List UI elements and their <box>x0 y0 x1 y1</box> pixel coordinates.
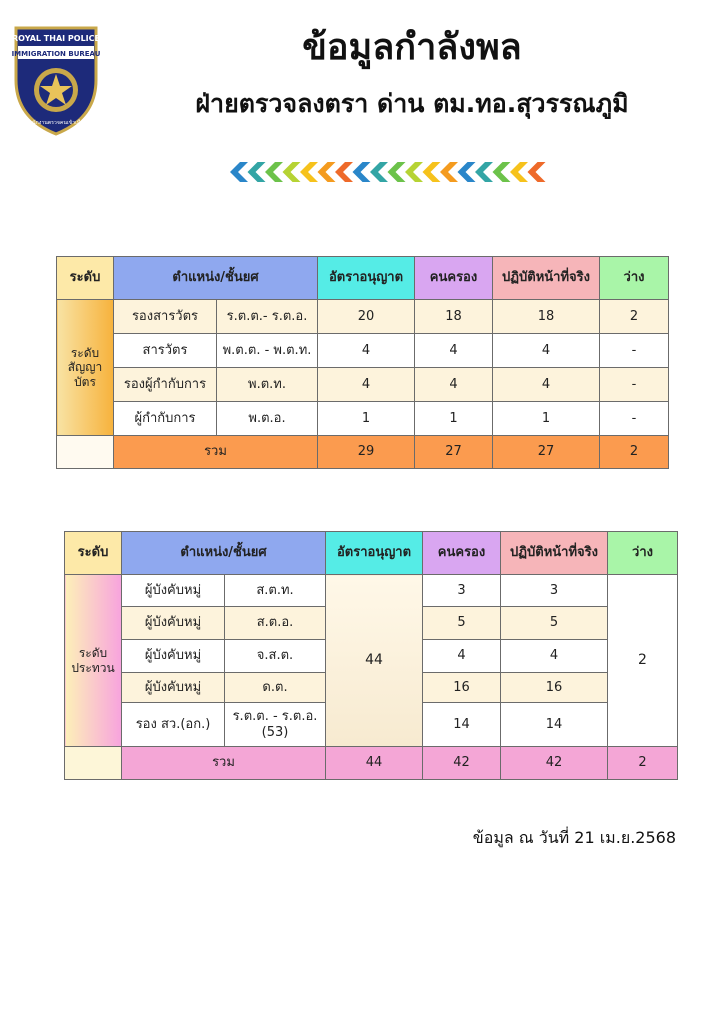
chevron-shape <box>475 162 493 182</box>
occupied-cell: 1 <box>415 402 493 436</box>
chevron-shape <box>458 162 476 182</box>
total-occupied: 42 <box>423 747 501 780</box>
occupied-cell: 16 <box>423 673 501 703</box>
data-date-note: ข้อมูล ณ วันที่ 21 เม.ย.2568 <box>472 828 676 847</box>
header-vacant: ว่าง <box>608 532 678 575</box>
occupied-cell: 5 <box>423 607 501 640</box>
total-label: รวม <box>122 747 326 780</box>
chevron-shape <box>440 162 458 182</box>
chevron-shape <box>388 162 406 182</box>
actual-cell: 3 <box>501 575 608 607</box>
total-label: รวม <box>114 436 318 469</box>
rank-cell: ร.ต.ต. - ร.ต.อ. (53) <box>225 703 326 747</box>
royal-thai-police-immigration-logo <box>12 22 100 136</box>
actual-cell: 14 <box>501 703 608 747</box>
authorized-cell: 20 <box>318 300 415 334</box>
header-occupied: คนครอง <box>423 532 501 575</box>
occupied-cell: 18 <box>415 300 493 334</box>
chevron-shape <box>283 162 301 182</box>
rank-cell: ด.ต. <box>225 673 326 703</box>
position-cell: ผู้บังคับหมู่ <box>122 607 225 640</box>
actual-cell: 1 <box>493 402 600 436</box>
chevron-shape <box>318 162 336 182</box>
level-label: ระดับ ประทวน <box>65 575 122 747</box>
header-vacant: ว่าง <box>600 257 669 300</box>
total-row <box>65 747 678 780</box>
occupied-cell: 3 <box>423 575 501 607</box>
chevron-shape <box>370 162 388 182</box>
total-row <box>57 436 669 469</box>
total-vacant: 2 <box>600 436 669 469</box>
rank-cell: จ.ส.ต. <box>225 640 326 673</box>
chevron-shape <box>300 162 318 182</box>
chevron-shape <box>510 162 528 182</box>
header-actual: ปฏิบัติหน้าที่จริง <box>493 257 600 300</box>
header-level: ระดับ <box>65 532 122 575</box>
position-cell: รอง สว.(อก.) <box>122 703 225 747</box>
logo-mid-text: IMMIGRATION BUREAU <box>12 50 100 58</box>
header-level: ระดับ <box>57 257 114 300</box>
authorized-merged-cell: 44 <box>326 575 423 747</box>
header-authorized: อัตราอนุญาต <box>318 257 415 300</box>
authorized-cell: 1 <box>318 402 415 436</box>
vacant-cell: - <box>600 402 669 436</box>
actual-cell: 4 <box>501 640 608 673</box>
total-occupied: 27 <box>415 436 493 469</box>
position-cell: ผู้บังคับหมู่ <box>122 673 225 703</box>
rank-cell: พ.ต.อ. <box>217 402 318 436</box>
chevron-shape <box>248 162 266 182</box>
total-actual: 42 <box>501 747 608 780</box>
rank-cell: ส.ต.ท. <box>225 575 326 607</box>
occupied-cell: 4 <box>415 334 493 368</box>
rank-cell: ร.ต.ต.- ร.ต.อ. <box>217 300 318 334</box>
rank-cell: ส.ต.อ. <box>225 607 326 640</box>
occupied-cell: 14 <box>423 703 501 747</box>
position-cell: สารวัตร <box>114 334 217 368</box>
actual-cell: 5 <box>501 607 608 640</box>
total-level-blank <box>65 747 122 780</box>
non-commissioned-officers-table <box>64 531 678 780</box>
page-title: ข้อมูลกำลังพล <box>302 27 522 68</box>
chevron-shape <box>265 162 283 182</box>
total-vacant: 2 <box>608 747 678 780</box>
position-cell: ผู้บังคับหมู่ <box>122 575 225 607</box>
vacant-cell: - <box>600 334 669 368</box>
chevron-shape <box>353 162 371 182</box>
actual-cell: 4 <box>493 334 600 368</box>
chevron-shape <box>335 162 353 182</box>
position-cell: ผู้กำกับการ <box>114 402 217 436</box>
decorative-chevron-divider <box>228 160 550 184</box>
header-position: ตำแหน่ง/ชั้นยศ <box>122 532 326 575</box>
total-authorized: 29 <box>318 436 415 469</box>
chevron-shape <box>405 162 423 182</box>
table-row <box>57 334 669 368</box>
commissioned-officers-table <box>56 256 669 469</box>
header-authorized: อัตราอนุญาต <box>326 532 423 575</box>
logo-bottom-text: สำนักงานตรวจคนเข้าเมือง <box>26 120 86 126</box>
position-cell: รองสารวัตร <box>114 300 217 334</box>
header-position: ตำแหน่ง/ชั้นยศ <box>114 257 318 300</box>
table-row <box>57 300 669 334</box>
position-cell: รองผู้กำกับการ <box>114 368 217 402</box>
authorized-cell: 4 <box>318 368 415 402</box>
occupied-cell: 4 <box>415 368 493 402</box>
level-label: ระดับ สัญญาบัตร <box>57 300 114 436</box>
total-authorized: 44 <box>326 747 423 780</box>
vacant-cell: 2 <box>600 300 669 334</box>
occupied-cell: 4 <box>423 640 501 673</box>
logo-top-text: ROYAL THAI POLICE <box>12 34 100 43</box>
header-occupied: คนครอง <box>415 257 493 300</box>
page-subtitle: ฝ่ายตรวจลงตรา ด่าน ตม.ทอ.สุวรรณภูมิ <box>195 89 629 118</box>
actual-cell: 4 <box>493 368 600 402</box>
chevron-shape <box>493 162 511 182</box>
rank-cell: พ.ต.ท. <box>217 368 318 402</box>
vacant-cell: - <box>600 368 669 402</box>
rank-cell: พ.ต.ต. - พ.ต.ท. <box>217 334 318 368</box>
authorized-cell: 4 <box>318 334 415 368</box>
total-level-blank <box>57 436 114 469</box>
chevron-shape <box>230 162 248 182</box>
table-row <box>57 368 669 402</box>
vacant-merged-cell: 2 <box>608 575 678 747</box>
position-cell: ผู้บังคับหมู่ <box>122 640 225 673</box>
actual-cell: 18 <box>493 300 600 334</box>
table-row <box>65 575 678 607</box>
table-row <box>57 402 669 436</box>
total-actual: 27 <box>493 436 600 469</box>
header-actual: ปฏิบัติหน้าที่จริง <box>501 532 608 575</box>
chevron-shape <box>423 162 441 182</box>
chevron-shape <box>528 162 546 182</box>
actual-cell: 16 <box>501 673 608 703</box>
